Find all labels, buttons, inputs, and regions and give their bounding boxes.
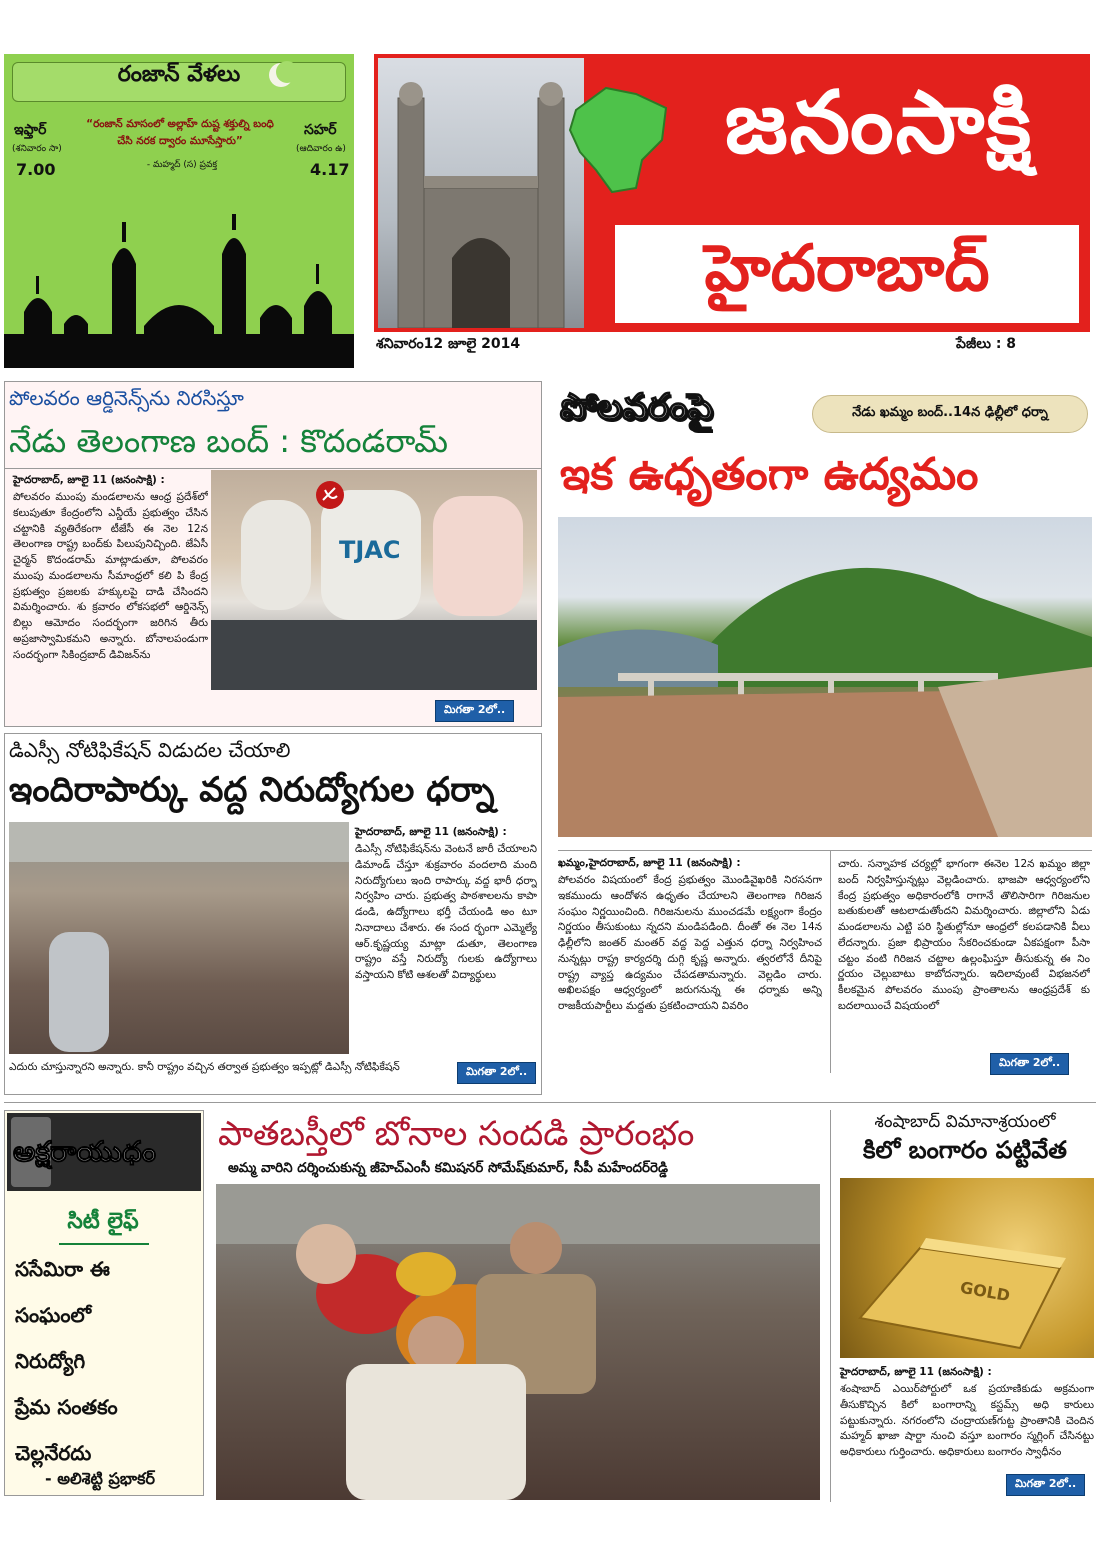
polavaram-body-col2: చారు. సన్నాహక చర్యల్లో భాగంగా ఈనెల 12న ఖమ్మం జిల్లా బంద్‌ నిర్వహిస్తున్నట్లు వెల్లడించారు. భాజపా ఆధ్వర్యంలోని కేంద్ర ప్రభుత్వం అధికారంలోకి రాగానే తొలిసారిగా గిరిజనుల బతుకులతో ఆటలాడుతోందని విమర్శించారు. జిల్లాలోని ఏడు మండలాలను ఎట్టి పరి స్థితుల్లోనూ ఆంధ్రలో కలపడానికి వీలు లేదన్నారు. ప్రజా భిప్రాయం సేకరించకుండా ఏకపక్షంగా పీసా చట్టం వంటి గిరిజన చట్టాల ఉల్లంఘిస్తూ తీసుకున్న ఈ నిం ర్ణయం చెల్లుబాటు కాబోదన్నారు. ఇదిలావుంటే విభజనలో కీలకమైన పోలవరం ముంపు ప్రాంతాలను ఆంధ్రప్రదేశ్‌ కు బదలాయించే విషయంలో bbox=[838, 858, 1090, 1012]
iftar-day: (శనివారం సా) bbox=[12, 144, 62, 154]
polavaram-dateline: ఖమ్మం,హైదరాబాద్‌, జూలై 11 (జనంసాక్షి) : bbox=[558, 857, 741, 869]
bonalu-festival-photo bbox=[216, 1184, 820, 1500]
dsc-body-end: ఎదురు చూస్తున్నారని అన్నారు. కానీ రాష్ట్రం వచ్చిన తర్వాత ప్రభుత్వం ఇప్పట్లో డిఎస్సీ నోటిఫికేషన్‌ bbox=[9, 1061, 400, 1073]
gold-body: శంషాబాద్‌ ఎయిర్‌పోర్టులో ఒక ప్రయాణికుడు అక్రమంగా తీసుకొచ్చిన కిలో బంగారాన్ని కస్టమ్స్‌ అధి కారులు పట్టుకున్నారు. నగరంలోని చంద్రాయణ్‌గుట్ట ప్రాంతానికి చెందిన మహ్మద్‌ ఖాజా షార్టా నుంచి వస్తూ బంగారం స్మగ్లింగ్‌ చేసినట్టు అధికారులు గుర్తించారు. అధికారులు బంగారం స్వాధీనం bbox=[840, 1383, 1094, 1458]
bandh-headline: నేడు తెలంగాణ బంద్‌ : కొదండరామ్‌ bbox=[9, 422, 449, 460]
bandh-story bbox=[4, 381, 542, 727]
iftar-label: ఇఫ్తార్ bbox=[14, 122, 47, 138]
edition-box bbox=[612, 222, 1082, 326]
crescent-moon-icon bbox=[266, 60, 296, 90]
bandh-body: పోలవరం ముంపు మండలాలను ఆంధ్ర ప్రదేశ్‌లో కలుపుతూ కేంద్రంలోని ఎన్డీయే ప్రభుత్వం చేసిన చట్టానికి వ్యతిరేకంగా టీజేసీ ఈ నెల 12న తెలంగాణ రాష్ట్ర బంద్‌కు పిలుపునిచ్చింది. జేఏసీ చైర్మన్‌ కొదండరామ్‌ మాట్లాడుతూ, పోలవరం ముంపు మండలాలను సీమాంధ్రలో కలి పి కేంద్ర ప్రభుత్వం ప్రజలకు హక్కులపై దాడి చేసిందని విమర్శించారు. శు క్రవారం లోకసభలో ఆర్డినెన్స్‌ బిల్లు ఆమోదం సందర్భంగా జరిగిన తీరు అప్రజాస్వామికమని అన్నారు. బోనాలపండుగా సందర్భంగా సికింద్రబాద్‌ డివిజన్‌ను bbox=[13, 491, 208, 661]
gold-kicker: శంషాబాద్‌ విమానాశ్రయంలో bbox=[874, 1112, 1056, 1132]
gold-bar-photo bbox=[840, 1178, 1094, 1358]
aksharayudham-logo-text: అక్షరాయుధం bbox=[13, 1135, 156, 1168]
mosque-silhouette bbox=[4, 214, 354, 368]
poem-line-1: ససేమిరా ఈ bbox=[15, 1257, 110, 1281]
aksharayudham-column bbox=[4, 1110, 204, 1496]
gold-headline: కిలో బంగారం పట్టివేత bbox=[863, 1136, 1067, 1164]
polavaram-lead-story bbox=[546, 381, 1096, 801]
poem-line-2: సంఘంలో bbox=[15, 1303, 92, 1327]
gold-dateline: హైదరాబాద్‌, జూలై 11 (జనంసాక్షి) : bbox=[840, 1366, 992, 1378]
city-life-label: సిటీ లైఫ్‌ bbox=[67, 1209, 139, 1234]
gold-seizure-story bbox=[834, 1110, 1096, 1502]
dsc-continued-link[interactable]: మిగతా 2లో.. bbox=[457, 1062, 536, 1084]
poem-line-3: నిరుద్యోగి bbox=[15, 1349, 86, 1373]
gold-bar-label: GOLD bbox=[958, 1277, 1012, 1306]
bandh-kicker: పోలవరం ఆర్డినెన్స్‌ను నిరసిస్తూ bbox=[9, 386, 244, 410]
aksharayudham-logo bbox=[7, 1113, 201, 1191]
ramzan-quote-author: - మహ్మద్‌ (స) ప్రవక్త bbox=[146, 160, 218, 170]
issue-date: శనివారం12 జూలై 2014 bbox=[376, 336, 521, 352]
indira-park-dharna-photo bbox=[9, 822, 349, 1054]
sahar-label: సహర్ bbox=[304, 122, 337, 138]
page-count: పేజీలు : 8 bbox=[956, 336, 1017, 352]
telangana-map-icon bbox=[566, 80, 676, 200]
dsc-kicker: డిఎస్సీ నోటిఫికేషన్‌ విడుదల చేయాలి bbox=[9, 738, 291, 762]
dsc-dateline: హైదరాబాద్‌, జూలై 11 (జనంసాక్షి) : bbox=[355, 826, 507, 838]
ramzan-timings-box bbox=[4, 54, 354, 368]
polavaram-tag: నేడు ఖమ్మం బంద్‌..14న ఢిల్లీలో ధర్నా bbox=[852, 405, 1048, 420]
gold-continued-link[interactable]: మిగతా 2లో.. bbox=[1006, 1474, 1085, 1496]
sahar-day: (ఆదివారం ఉ) bbox=[296, 144, 346, 154]
polavaram-text-area bbox=[558, 850, 1092, 1100]
dsc-headline: ఇందిరాపార్కు వద్ద నిరుద్యోగుల ధర్నా bbox=[9, 770, 495, 810]
polavaram-river-bridge-photo bbox=[558, 517, 1092, 837]
charminar-photo bbox=[378, 58, 584, 328]
newspaper-title: జనంసాక్షి bbox=[724, 72, 1034, 173]
kodandaram-press-photo bbox=[211, 470, 537, 690]
polavaram-body-col1: పోలవరం విషయంలో కేంద్ర ప్రభుత్వం మొండివైఖరికి నిరసనగా ఇకముందు ఆందోళన ఉధృతం చేయాలని తెలంగాణ గిరిజన సంఘం నిర్ణయించింది. గిరిజనులను ముంచడమే లక్ష్యంగా కేంద్రం నిర్ణయం తీసుకుంటు న్నదని మండిపడింది. దీంతో ఈ నెల 14న ఢిల్లీలోని జంతర్‌ మంతర్‌ వద్ద పెద్ద ఎత్తున ధర్నా నిర్వహించ నున్నట్లు రాష్ట్ర కార్యదర్శి దుగ్గి కృష్ణ అన్నారు. త్వరలోనే దీనిపై రాష్ట్ర వ్యాప్త ఉద్యమం చేపడతామన్నారు. వెల్లడిం చారు. అఖిలపక్షం ఆధ్వర్యంలో జరుగనున్న ఈ ధర్నాకు అన్ని రాజకీయపార్టీలు మద్దతు ప్రకటించాయని వివరిం bbox=[558, 874, 822, 1012]
ramzan-title: రంజాన్‌ వేళలు bbox=[117, 62, 241, 87]
poem-line-4: ప్రేమ సంతకం bbox=[15, 1395, 118, 1419]
hammer-sickle-icon bbox=[315, 480, 345, 510]
iftar-time: 7.00 bbox=[16, 160, 56, 179]
polavaram-headline: ఇక ఉధృతంగా ఉద్యమం bbox=[560, 449, 979, 500]
ramzan-quote: “రంజాన్‌ మాసంలో అల్లాహ్‌ దుష్ట శక్తుల్ని బంధి చేసి నరక ద్వారం మూసేస్తారు” bbox=[86, 118, 274, 147]
tjac-banner-text: TJAC bbox=[339, 536, 401, 564]
poem-line-5: చెల్లనేరదు bbox=[15, 1441, 92, 1465]
polavaram-continued-link[interactable]: మిగతా 2లో.. bbox=[990, 1053, 1069, 1075]
bandh-dateline: హైదరాబాద్‌, జూలై 11 (జనంసాక్షి) : bbox=[13, 474, 165, 486]
bonalu-story bbox=[212, 1110, 824, 1502]
masthead bbox=[374, 54, 1090, 332]
dsc-dharna-story bbox=[4, 733, 542, 1095]
bonalu-subhead: అమ్మ వారిని దర్శించుకున్న జీహెచ్‌ఎంసీ కమిషనర్‌ సోమేష్‌కుమార్‌, సీపీ మహేందర్‌రెడ్డి bbox=[228, 1160, 668, 1176]
edition-city: హైదరాబాద్ bbox=[704, 231, 990, 306]
polavaram-kicker: పోలవరంపై bbox=[560, 387, 713, 428]
bonalu-headline: పాతబస్తీలో బోనాల సందడి ప్రారంభం bbox=[218, 1114, 695, 1154]
bandh-continued-link[interactable]: మిగతా 2లో.. bbox=[435, 700, 514, 722]
poem-author: - అలిశెట్టి ప్రభాకర్‌ bbox=[45, 1469, 155, 1488]
sahar-time: 4.17 bbox=[310, 160, 350, 179]
dsc-body: డిఎస్సీ నోటిఫికేషన్‌ను వెంటనే జారీ చేయాలని డిమాండ్‌ చేస్తూ శుక్రవారం వందలాది మంది నిరుద్యోగులు ఇంది రాపార్కు వద్ద భారీ ధర్నా నిర్వహిం చారు. ప్రభుత్వ పాఠశాలలను కాపా డండి, ఉద్యోగాలు భర్తీ చేయండి అం టూ నినాదాలు చేశారు. ఈ సంద ర్భంగా ఎమ్మెల్యే ఆర్‌.కృష్ణయ్య మాట్లా డుతూ, తెలంగాణ రాష్ట్రం వస్తే నిరుద్యో గులకు ఉద్యోగాలు వస్తాయని కోటి ఆశలతో విద్యార్థులు bbox=[355, 843, 537, 981]
